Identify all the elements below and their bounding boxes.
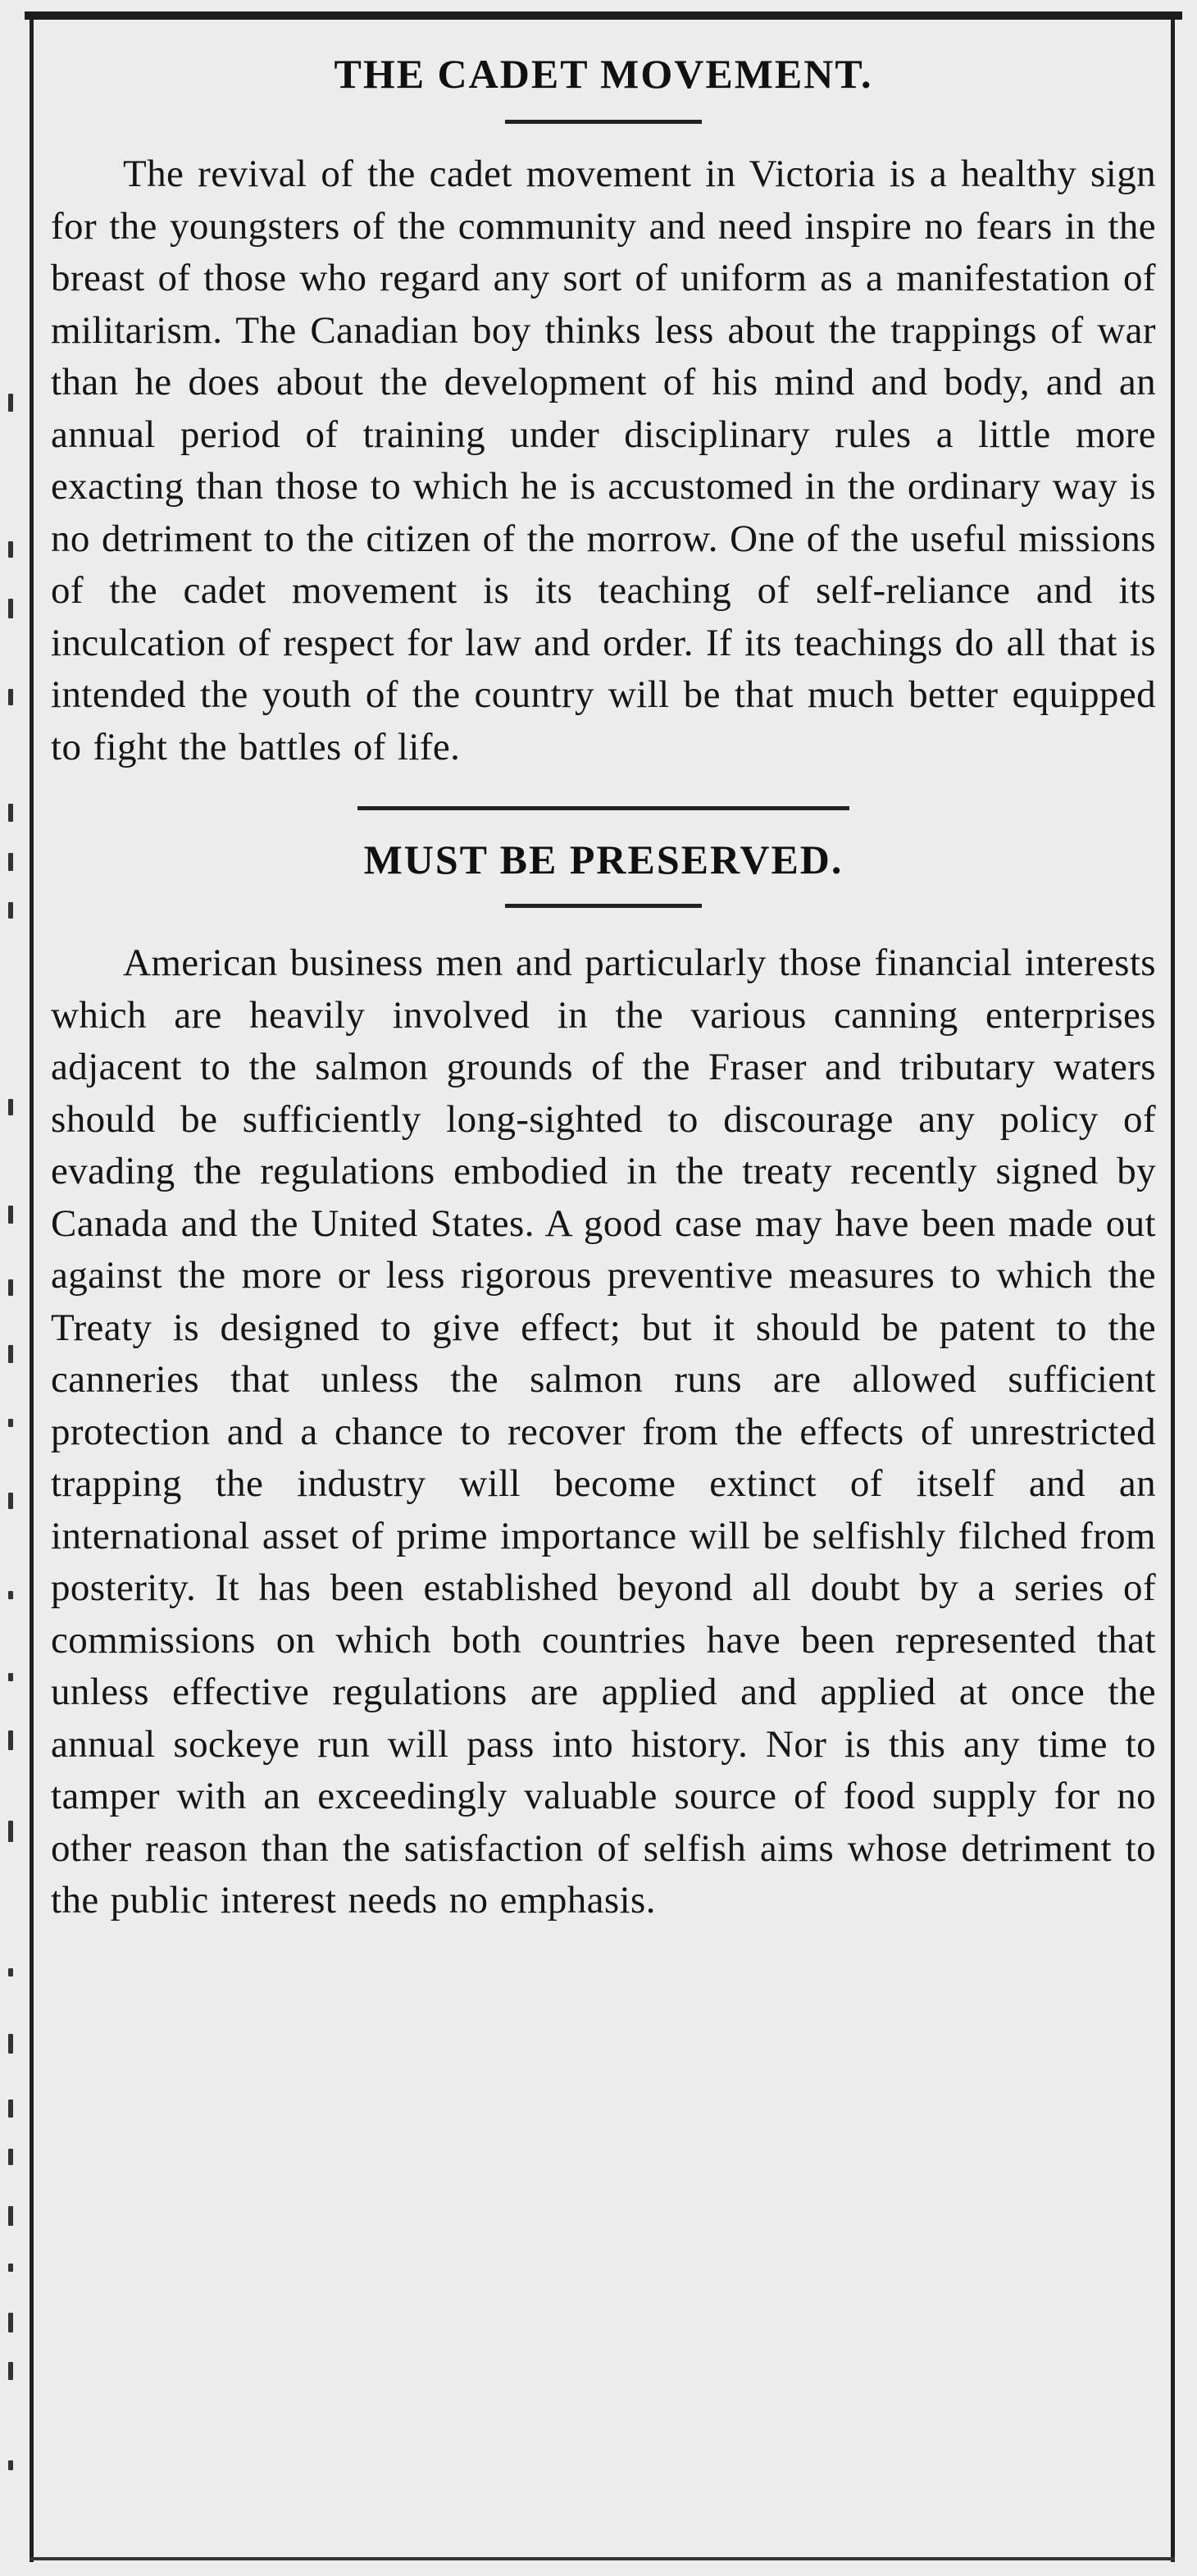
article-must-be-preserved-body: American business men and particularly those financial interests which are heavily involved in the various canning enterprises adjacent to the salmon grounds of the Fraser and tributary waters should be sufficiently long-sighted to discourage any policy of evading the regulations embodied in the treaty recently signed by Canada and the United States. A good case may have been made out against the more or less rigorous preventive measures to which the Treaty is designed to give effect; but it should be patent to the canneries that unless the salmon runs are allowed sufficient protection and a chance to recover from the effects of unrestricted trapping the industry will become extinct of itself and an international asset of prime importance will be selfishly filched from posterity. It has been established beyond all doubt by a series of commissions on which both countries have been represented that unless effective regulations are applied and applied at once the annual sockeye run will pass into history. Nor is this any time to tamper with an exceedingly valuable source of food supply for no other reason than the satisfaction of selfish aims whose detriment to the public interest needs no emphasis. — [51, 941, 1156, 1922]
editorial-column — [51, 49, 1156, 1927]
left-column-rule — [30, 20, 34, 2562]
right-column-rule — [1171, 20, 1175, 2562]
headline-underline — [505, 904, 702, 908]
adjacent-column-fragments — [5, 33, 23, 2559]
headline-must-be-preserved: MUST BE PRESERVED. — [363, 837, 844, 882]
article-cadet-movement-body: The revival of the cadet movement in Victoria is a healthy sign for the youngsters of the community and need inspire no fears in the breast of those who regard any sort of uniform as a manifestation of militarism. The Canadian boy thinks less about the trappings of war than he does about the development of his mind and body, and an annual period of training under disciplinary rules a little more exacting than those to which he is accustomed in the ordinary way is no detriment to the citizen of the morrow. One of the useful missions of the cadet movement is its teaching of self-reliance and its inculcation of respect for law and order. If its teachings do all that is intended the youth of the country will be that much better equipped to fight the battles of life. — [51, 153, 1156, 768]
article-separator — [357, 806, 849, 810]
headline-cadet-movement: THE CADET MOVEMENT. — [334, 51, 873, 97]
top-column-rule — [25, 11, 1182, 20]
bottom-column-rule — [30, 2557, 1175, 2560]
headline-underline — [505, 120, 702, 124]
